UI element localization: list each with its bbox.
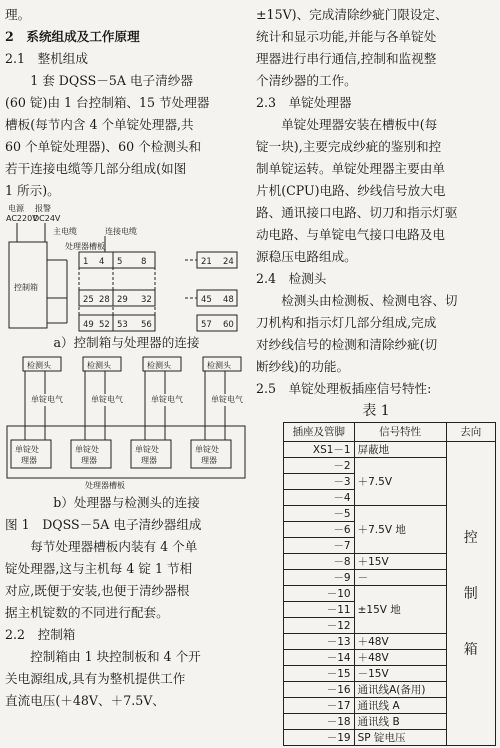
spindle-number: 8 [141,257,147,267]
direction-char: 控 [463,529,478,546]
spindle-number: 53 [117,320,128,330]
table-row [284,442,496,458]
spindle-number: 45 [201,295,212,305]
text-line: 据主机锭数的不同进行配套。 [5,605,169,620]
text-line: 槽板(每节内含 4 个单锭处理器,共 [5,117,194,132]
signal-cell: 屏蔽地 [354,442,446,458]
text-line: 制单锭运转。单锭处理器主要由单 [256,161,445,176]
column-header: 去向 [446,423,495,442]
text-line: 对应,既便于安装,也便于清纱器根 [5,583,190,598]
pin-cell: －3 [284,474,355,490]
pin-cell: －16 [284,682,355,698]
pin-cell: －12 [284,618,355,634]
text-line: 单锭处理器安装在槽板中(每 [281,117,438,132]
main-cable-label: 主电缆 [53,227,77,236]
spindle-electric-label: 单锭电气 [151,395,183,404]
pin-cell: －7 [284,538,355,554]
text-line: 对纱线信号的检测和清除纱疵(切 [256,337,438,352]
direction-cell [446,442,495,746]
text-line: 若干连接电缆等几部分组成(如图 [5,161,187,176]
section-heading-2: 2 系统组成及工作原理 [5,29,140,44]
text-line: 关电源组成,具有为整机提供工作 [5,671,186,686]
spindle-electric-label: 单锭电气 [91,395,123,404]
left-column [5,4,248,712]
spindle-number: 1 [83,257,89,267]
text-line: 1 套 DQSS－5A 电子清纱器 [30,73,193,88]
connection-cable-label: 连接电缆 [105,227,137,236]
figure-1b-caption: b）处理器与检测头的连接 [53,495,200,510]
pin-cell: －15 [284,666,355,682]
processor-board-label-b: 处理器槽板 [85,481,125,490]
text-line: 刀机构和指示灯几部分组成,完成 [256,315,437,330]
spindle-number: 24 [223,257,234,267]
pin-cell: －5 [284,506,355,522]
figure-1a-diagram [5,202,248,332]
power-label: 电源 [8,204,24,213]
spindle-number: 48 [223,295,234,305]
text-line: 片机(CPU)电路、纱线信号放大电 [256,183,446,198]
text-line: 检测头由检测板、检测电容、切 [281,293,458,308]
detection-head-label: 检测头 [87,361,111,370]
text-line: 理器进行串行通信,控制和监视整 [256,51,437,66]
signal-cell: －15V [354,666,446,682]
spindle-processor-label: 单锭处 [135,445,159,454]
alarm-label: 报警 [35,204,51,213]
spindle-processor-label: 单锭处 [195,445,219,454]
spindle-number: 52 [99,320,110,330]
pin-cell: －2 [284,458,355,474]
text-line: 源稳压电路组成。 [256,249,357,264]
signal-cell: 通讯线 B [354,714,446,730]
spindle-number: 4 [99,257,105,267]
signal-cell: 通讯线 A [354,698,446,714]
column-header: 插座及管脚 [284,423,355,442]
pin-cell: －19 [284,730,355,746]
pin-cell: －6 [284,522,355,538]
pin-cell: －8 [284,554,355,570]
spindle-number: 56 [141,320,152,330]
signal-cell: 通讯线A(备用) [354,682,446,698]
pin-cell: －9 [284,570,355,586]
section-heading-2-5: 2.5 单锭处理板插座信号特性: [256,381,432,396]
signal-cell: ±15V 地 [354,586,446,634]
signal-cell: ＋48V [354,650,446,666]
pin-cell: XS1－1 [284,442,355,458]
signal-table [283,422,496,746]
spindle-number: 5 [117,257,123,267]
spindle-number: 25 [83,295,94,305]
spindle-number: 60 [223,320,234,330]
spindle-number: 28 [99,295,110,305]
signal-cell: ＋48V [354,634,446,650]
text-line: 直流电压(＋48V、＋7.5V、 [5,693,165,708]
table-header-row [284,423,496,442]
paragraph-2-4 [256,290,496,378]
section-heading-2-1: 2.1 整机组成 [5,51,88,66]
signal-cell: ＋7.5V 地 [354,506,446,554]
power-value: AC220V [6,214,38,223]
detection-head-label: 检测头 [147,361,171,370]
pin-cell: －10 [284,586,355,602]
text-line: 锭处理器,这与主机每 4 锭 1 节相 [5,561,193,576]
figure-1b-diagram [5,354,248,492]
spindle-number: 57 [201,320,212,330]
pin-cell: －17 [284,698,355,714]
text-line: 控制箱由 1 块控制板和 4 个开 [30,649,201,664]
figure-1a-caption: a）控制箱与处理器的连接 [53,335,200,350]
paragraph-continued [256,4,496,92]
text-line: 60 个单锭处理器)、60 个检测头和 [5,139,202,154]
text-line: 路、通讯接口电路、切刀和指示灯驱 [256,205,458,220]
paragraph-2-3 [256,114,496,268]
text-line: 1 所示)。 [5,183,60,198]
text-line: (60 锭)由 1 台控制箱、15 节处理器 [5,95,210,110]
text-line: 理。 [5,7,31,22]
section-heading-2-4: 2.4 检测头 [256,271,327,286]
column-header: 信号特性 [354,423,446,442]
text-line: 统计和显示功能,并能与各单锭处 [256,29,437,44]
paragraph-2-2 [5,646,248,712]
detection-head-label: 检测头 [27,361,51,370]
direction-char: 箱 [463,641,478,658]
alarm-value: DC24V [33,214,61,223]
pin-cell: －11 [284,602,355,618]
spindle-number: 21 [201,257,212,267]
right-column [256,4,496,746]
direction-char: 制 [463,585,478,602]
pin-cell: －13 [284,634,355,650]
spindle-processor-label: 理器 [201,456,217,465]
table-title: 表 1 [362,403,390,419]
text-line: 断纱线)的功能。 [256,359,350,374]
signal-cell: ＋7.5V [354,458,446,506]
spindle-electric-label: 单锭电气 [211,395,243,404]
spindle-processor-label: 理器 [141,456,157,465]
text-line: 锭一块),主要完成纱疵的鉴别和控 [256,139,442,154]
signal-cell: SP 锭电压 [354,730,446,746]
text-line: 个清纱器的工作。 [256,73,357,88]
section-heading-2-3: 2.3 单锭处理器 [256,95,352,110]
spindle-electric-label: 单锭电气 [31,395,63,404]
pin-cell: －4 [284,490,355,506]
pin-cell: －14 [284,650,355,666]
paragraph-after-figure [5,536,248,624]
paragraph-2-1 [5,70,248,202]
spindle-processor-label: 单锭处 [15,445,39,454]
spindle-processor-label: 理器 [21,456,37,465]
spindle-processor-label: 理器 [81,456,97,465]
spindle-number: 29 [117,295,128,305]
processor-board-label: 处理器槽板 [65,242,105,251]
text-line: 每节处理器槽板内装有 4 个单 [30,539,198,554]
text-line: ±15V)、完成清除纱疵门限设定、 [256,7,448,22]
control-box-label: 控制箱 [14,283,38,292]
signal-cell: － [354,570,446,586]
spindle-processor-label: 单锭处 [75,445,99,454]
spindle-number: 32 [141,295,152,305]
signal-cell: ＋15V [354,554,446,570]
pin-cell: －18 [284,714,355,730]
spindle-number: 49 [83,320,94,330]
detection-head-label: 检测头 [207,361,231,370]
section-heading-2-2: 2.2 控制箱 [5,627,76,642]
text-line: 动电路、与单锭电气接口电路及电 [256,227,445,242]
figure-1-caption: 图 1 DQSS－5A 电子清纱器组成 [5,517,202,532]
